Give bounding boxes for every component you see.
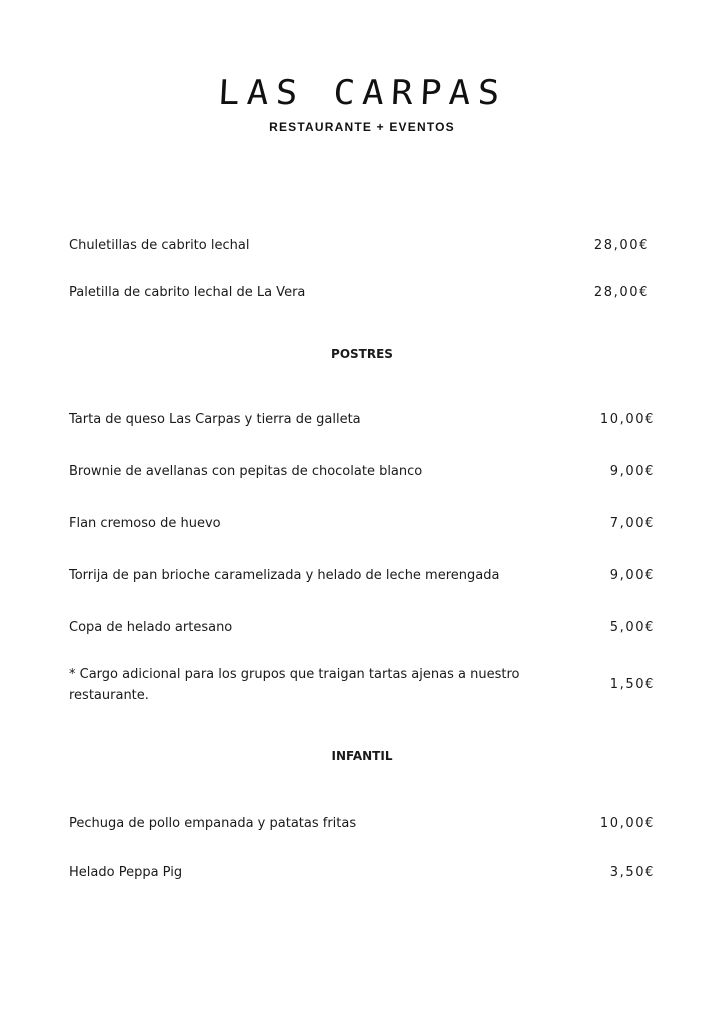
section-title-infantil: INFANTIL [331,749,393,763]
menu-item-chuletillas [69,235,649,256]
restaurant-subtitle: RESTAURANTE + EVENTOS [269,120,455,134]
menu-item-name: Torrija de pan brioche caramelizada y helado de leche merengada [69,568,500,583]
menu-item-copa-helado [69,617,655,638]
menu-item-price: 5,00€ [609,620,655,635]
menu-item-name: Helado Peppa Pig [69,865,183,880]
menu-item-price: 10,00€ [599,412,655,427]
menu-item-flan [69,513,655,534]
menu-item-price: 1,50€ [609,677,655,692]
menu-header [0,72,724,134]
menu-item-price: 9,00€ [609,464,655,479]
menu-item-name: * Cargo adicional para los grupos que traigan tartas ajenas a nuestro restaurante. [69,667,520,703]
menu-item-name: Brownie de avellanas con pepitas de chocolate blanco [69,464,423,479]
menu-item-price: 9,00€ [609,568,655,583]
menu-item-price: 10,00€ [599,816,655,831]
menu-item-name: Flan cremoso de huevo [69,516,221,531]
menu-item-name: Pechuga de pollo empanada y patatas fritas [69,816,357,831]
menu-item-cargo-adicional [69,664,655,706]
menu-item-pechuga [69,813,655,834]
section-title-postres: POSTRES [331,347,393,361]
menu-item-price: 28,00€ [593,238,649,253]
menu-item-helado-peppa [69,862,655,883]
menu-item-name: Paletilla de cabrito lechal de La Vera [69,285,306,300]
menu-item-tarta-queso [69,409,655,430]
menu-item-torrija [69,565,655,586]
menu-item-price: 7,00€ [609,516,655,531]
menu-item-price: 3,50€ [609,865,655,880]
menu-item-brownie [69,461,655,482]
menu-item-price: 28,00€ [593,285,649,300]
menu-item-paletilla [69,282,649,303]
menu-item-name: Tarta de queso Las Carpas y tierra de galleta [69,412,361,427]
restaurant-logo: LAS CARPAS [216,73,508,113]
menu-item-name: Chuletillas de cabrito lechal [69,238,250,253]
menu-item-name: Copa de helado artesano [69,620,233,635]
